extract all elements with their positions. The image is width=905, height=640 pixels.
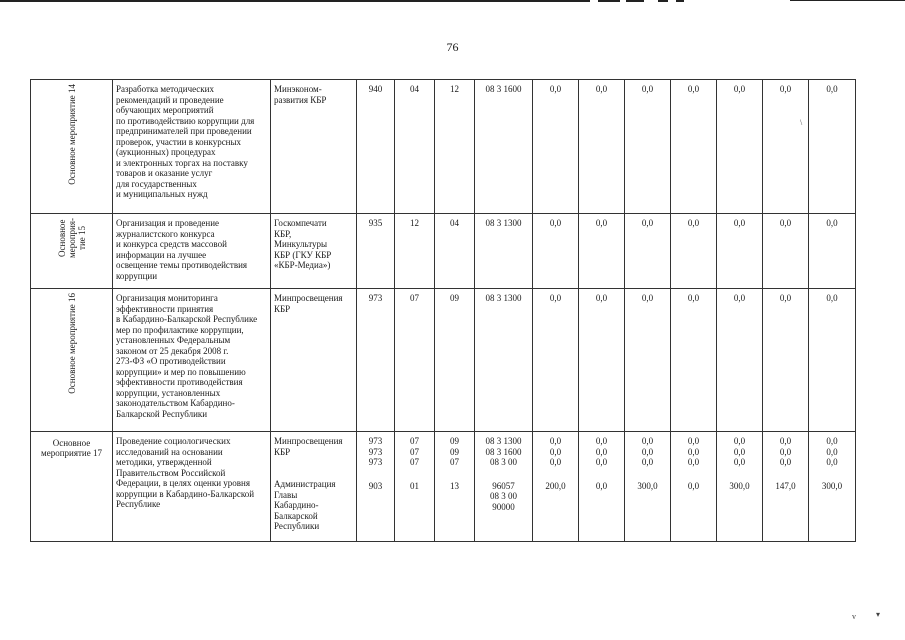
value-cell: 0,0 — [533, 214, 579, 289]
grbs-values: 903 — [368, 480, 383, 491]
measure-label: Основное мероприятие 16 — [66, 293, 77, 394]
value-cell — [671, 432, 717, 542]
description-text: Разработка методических рекомендаций и проведение обучающих мероприятий по противодействию коррупции для предпринимателей при проведении проверок, участии в конкурсных (аукционных) процедурах и электронных торгах на поставку товаров и оказание услуг для государственных и муниципальных нужд — [116, 84, 255, 199]
value-group: 300,0 — [637, 480, 658, 491]
page-number: 76 — [446, 40, 459, 54]
grbs-cell: 935 — [357, 214, 395, 289]
executor-cell — [271, 432, 357, 542]
scan-speck: \ — [800, 118, 803, 127]
value-cell: 0,0 — [579, 214, 625, 289]
csr-cell — [475, 432, 533, 542]
value-cell: 0,0 — [671, 80, 717, 214]
value-cell: 0,0 — [809, 80, 856, 214]
value-cell — [809, 432, 856, 542]
description-text: Проведение социологических исследований на основании методики, утвержденной Правительством Российской Федерации, в целях оценки уровня коррупции в Кабардино-Балкарской Республике — [116, 436, 255, 509]
measure-cell: Основное мероприятие 17 — [31, 432, 113, 542]
value-cell — [763, 432, 809, 542]
value-group: 300,0 — [821, 480, 843, 491]
measure-label: Основное мероприя- тие 15 — [56, 218, 87, 258]
description-cell — [113, 289, 271, 432]
executor-text: Минпросвещения КБР — [274, 436, 343, 457]
top-scan-rule — [0, 0, 905, 3]
rz-cell: 12 — [395, 214, 435, 289]
pr-cell: 09 — [435, 289, 475, 432]
measure-cell — [31, 214, 113, 289]
value-group: 0,0 0,0 0,0 — [733, 436, 746, 467]
rz-cell: 04 — [395, 80, 435, 214]
executor-text: Минэконом- развития КБР — [274, 84, 327, 105]
table-row — [31, 80, 856, 214]
measure-cell — [31, 80, 113, 214]
value-cell: 0,0 — [625, 289, 671, 432]
value-cell: 0,0 — [579, 289, 625, 432]
value-cell: 0,0 — [809, 289, 856, 432]
csr-cell: 08 3 1600 — [475, 80, 533, 214]
csr-cell: 08 3 1300 — [475, 289, 533, 432]
csr-cell: 08 3 1300 — [475, 214, 533, 289]
grbs-cell: 940 — [357, 80, 395, 214]
value-cell: 0,0 — [809, 214, 856, 289]
value-cell — [533, 432, 579, 542]
description-cell — [113, 214, 271, 289]
value-cell — [625, 432, 671, 542]
pr-cell: 12 — [435, 80, 475, 214]
value-cell: 0,0 — [625, 214, 671, 289]
value-cell: 0,0 — [671, 214, 717, 289]
description-text: Организация и проведение журналистского конкурса и конкурса средств массовой информации на лучшее освещение темы противодействия коррупции — [116, 218, 248, 281]
measure-label: Основное мероприятие 14 — [66, 84, 77, 185]
value-cell — [579, 432, 625, 542]
scan-speck: v — [852, 612, 856, 621]
value-cell: 0,0 — [533, 80, 579, 214]
description-cell — [113, 432, 271, 542]
scan-speck: ▾ — [876, 610, 881, 619]
grbs-values: 973 973 973 — [368, 436, 383, 467]
value-group: 0,0 0,0 0,0 — [826, 436, 838, 467]
description-text: Организация мониторинга эффективности принятия в Кабардино-Балкарской Республике мер по профилактике коррупции, установленных Федеральным законом от 25 декабря 2008 г. 273-ФЗ «О противодействии коррупции» и мер по повышению эффективности противодействия коррупции, установленных законодательством Кабардино- Балкарской Республики — [116, 293, 258, 419]
executor-cell — [271, 214, 357, 289]
value-cell: 0,0 — [717, 289, 763, 432]
value-cell — [717, 432, 763, 542]
pr-cell: 04 — [435, 214, 475, 289]
rz-values: 01 — [410, 480, 419, 491]
value-cell: 0,0 — [579, 80, 625, 214]
value-group: 300,0 — [729, 480, 750, 491]
program-measures-table — [30, 79, 856, 542]
value-cell: 0,0 — [717, 214, 763, 289]
value-group: 0,0 0,0 0,0 — [779, 436, 792, 467]
value-cell: 0,0 — [763, 214, 809, 289]
executor-text: Госкомпечати КБР, Минкультуры КБР (ГКУ КБР «КБР-Медиа») — [274, 218, 332, 270]
executor-text: Администрация Главы Кабардино- Балкарской Республики — [274, 479, 336, 531]
value-group: 200,0 — [545, 480, 566, 491]
grbs-cell — [357, 432, 395, 542]
rz-cell — [395, 432, 435, 542]
value-group: 0,0 0,0 0,0 — [549, 436, 562, 467]
description-cell — [113, 80, 271, 214]
value-group: 0,0 — [687, 480, 700, 491]
value-cell: 0,0 — [671, 289, 717, 432]
rz-cell: 07 — [395, 289, 435, 432]
value-group: 0,0 0,0 0,0 — [641, 436, 654, 467]
executor-text: Минпросвещения КБР — [274, 293, 343, 314]
value-cell: 0,0 — [763, 80, 809, 214]
value-group: 0,0 0,0 0,0 — [687, 436, 700, 467]
measure-cell — [31, 289, 113, 432]
value-group: 0,0 0,0 0,0 — [595, 436, 608, 467]
pr-values: 13 — [450, 480, 459, 491]
rz-values: 07 07 07 — [410, 436, 419, 467]
value-group: 0,0 — [595, 480, 608, 491]
pr-values: 09 09 07 — [450, 436, 459, 467]
pr-cell — [435, 432, 475, 542]
value-cell: 0,0 — [625, 80, 671, 214]
executor-cell — [271, 289, 357, 432]
csr-values: 08 3 1300 08 3 1600 08 3 00 — [485, 436, 522, 467]
value-cell: 0,0 — [763, 289, 809, 432]
value-cell: 0,0 — [717, 80, 763, 214]
csr-values: 96057 08 3 00 90000 — [490, 480, 517, 512]
table-row — [31, 432, 856, 542]
table-row — [31, 289, 856, 432]
value-cell: 0,0 — [533, 289, 579, 432]
executor-cell — [271, 80, 357, 214]
table-row — [31, 214, 856, 289]
grbs-cell: 973 — [357, 289, 395, 432]
value-group: 147,0 — [775, 480, 796, 491]
